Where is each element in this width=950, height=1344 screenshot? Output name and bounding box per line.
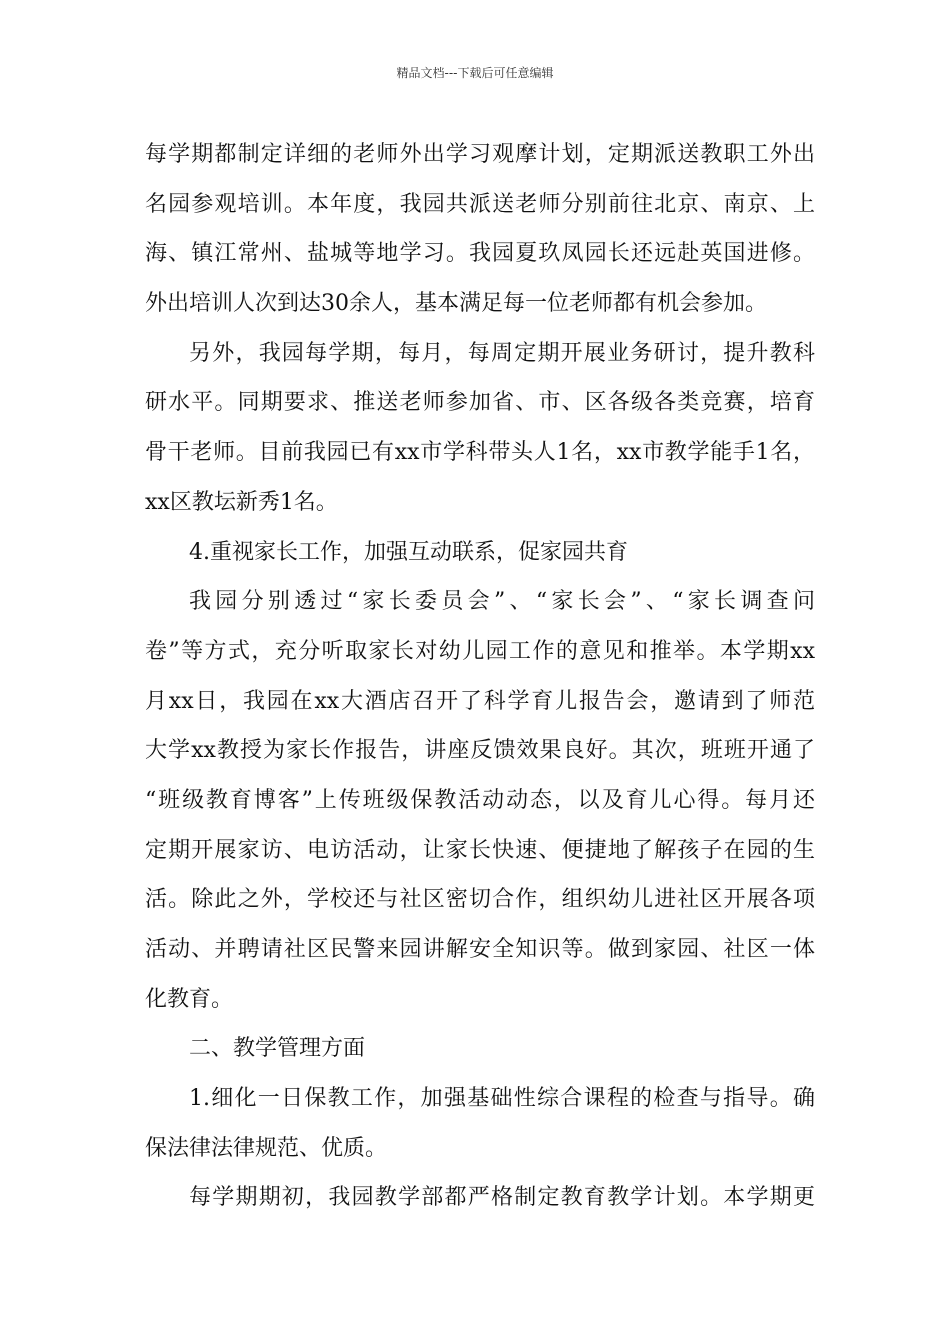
paragraph-teacher-training	[145, 130, 815, 329]
text-line: “班级教育博客”上传班级保教活动动态，以及育儿心得。每月还	[145, 787, 815, 813]
text-line: xx区教坛新秀1名。	[145, 489, 338, 515]
document-body	[145, 130, 815, 1223]
paragraph-research	[145, 329, 815, 528]
text-line: 每学期期初，我园教学部都严格制定教育教学计划。本学期更	[189, 1185, 815, 1211]
heading-line: 二、教学管理方面	[189, 1036, 366, 1062]
paragraph-semester-plan	[145, 1173, 815, 1223]
text-line: 每学期都制定详细的老师外出学习观摩计划，定期派送教职工外出	[145, 142, 815, 167]
text-line: 活动、并聘请社区民警来园讲解安全知识等。做到家园、社区一体	[145, 937, 815, 962]
page-header: 精品文档---下载后可任意编辑	[396, 66, 554, 80]
text-line: 海、镇江常州、盐城等地学习。我园夏玖凤园长还远赴英国进修。	[145, 241, 815, 267]
heading-line: 4.重视家长工作，加强互动联系，促家园共育	[189, 539, 628, 565]
text-line: 我园分别透过“家长委员会”、“家长会”、“家长调查问	[189, 589, 815, 615]
text-line: 1.细化一日保教工作，加强基础性综合课程的检查与指导。确	[189, 1086, 815, 1112]
text-line: 活。除此之外，学校还与社区密切合作，组织幼儿进社区开展各项	[145, 887, 815, 913]
text-line: 保法律法律规范、优质。	[145, 1135, 388, 1161]
text-line: 月xx日，我园在xx大酒店召开了科学育儿报告会，邀请到了师范	[145, 688, 815, 714]
paragraph-parent-work	[145, 577, 815, 1024]
section-heading-teaching	[145, 1024, 815, 1074]
text-line: 卷”等方式，充分听取家长对幼儿园工作的意见和推举。本学期xx	[145, 638, 815, 664]
text-line: 骨干老师。目前我园已有xx市学科带头人1名，xx市教学能手1名，	[145, 440, 815, 466]
section-heading-parents	[145, 528, 815, 578]
text-line: 外出培训人次到达30余人，基本满足每一位老师都有机会参加。	[145, 291, 767, 317]
text-line: 大学xx教授为家长作报告，讲座反馈效果良好。其次，班班开通了	[145, 738, 815, 764]
text-line: 定期开展家访、电访活动，让家长快速、便捷地了解孩子在园的生	[145, 837, 815, 863]
paragraph-daily-care	[145, 1074, 815, 1173]
text-line: 另外，我园每学期，每月，每周定期开展业务研讨，提升教科	[189, 340, 815, 366]
text-line: 化教育。	[145, 986, 234, 1012]
text-line: 研水平。同期要求、推送老师参加省、市、区各级各类竞赛，培育	[145, 390, 815, 416]
text-line: 名园参观培训。本年度，我园共派送老师分别前往北京、南京、上	[145, 191, 815, 217]
